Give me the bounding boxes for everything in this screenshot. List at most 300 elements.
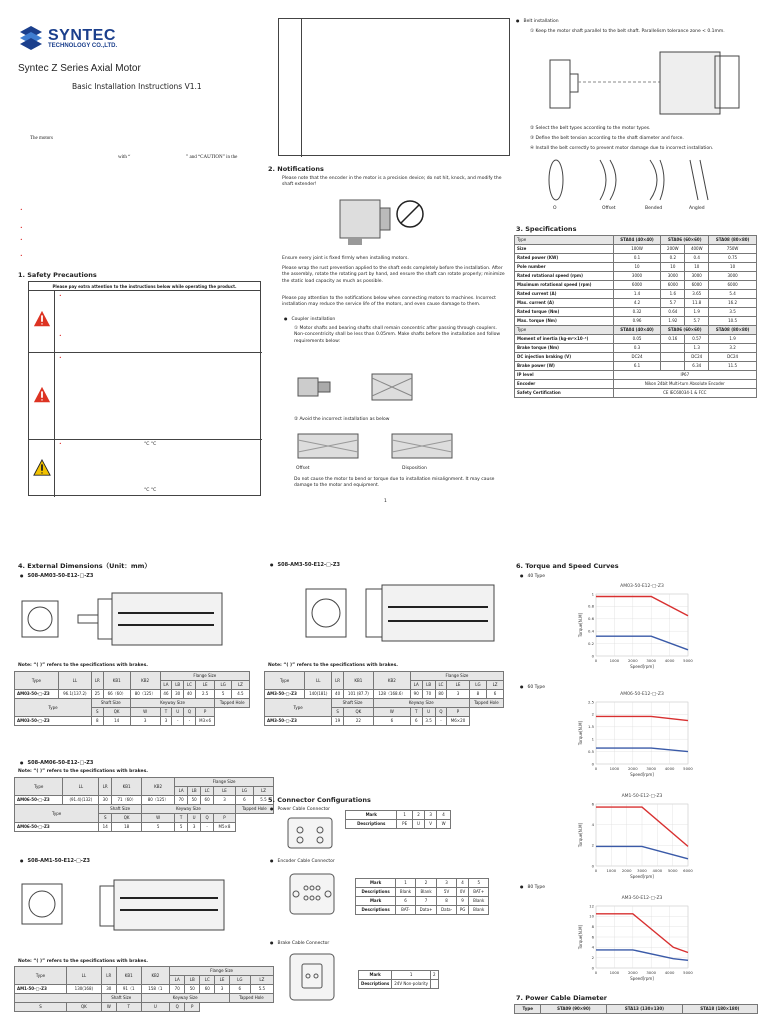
col-header: Type xyxy=(265,672,305,690)
y-tick-label: 1 xyxy=(591,736,594,742)
table-cell: U xyxy=(422,708,435,717)
table-cell: 1 xyxy=(392,971,431,980)
table-cell: 4 xyxy=(437,811,451,820)
specs-col-header: STA08 (80×80) xyxy=(709,326,757,335)
specs-col-header: STA06 (60×60) xyxy=(661,236,709,245)
specs-header-row xyxy=(515,326,757,335)
table-cell: CE IEC60034-1 & FCC xyxy=(613,389,756,398)
table-row xyxy=(356,906,489,915)
coupling-subheading: ● Coupler installation xyxy=(284,316,335,323)
col-header: Type xyxy=(515,1005,541,1014)
x-tick-label: 1000 xyxy=(606,868,617,873)
table-cell: P xyxy=(195,708,215,717)
table-cell xyxy=(661,362,685,371)
col-header: KB2 xyxy=(141,967,170,985)
table-cell: 0.57 xyxy=(685,335,709,344)
model-title: ● S08-AM03-50-E12-□-Z3 xyxy=(20,573,93,580)
brand-name: SYNTEC xyxy=(48,27,116,44)
intro-text: The motors xyxy=(30,136,53,141)
x-axis-label: Speed[rpm] xyxy=(630,976,654,981)
table-cell: LG xyxy=(235,787,253,796)
col-header: Type xyxy=(15,699,92,717)
divider xyxy=(301,19,302,157)
col-header: Tapped Hole xyxy=(469,699,503,708)
table-cell: LE xyxy=(195,681,215,690)
table-row xyxy=(515,380,757,389)
table-cell: Descriptions xyxy=(359,980,392,989)
table-cell: 80（125） xyxy=(142,796,175,805)
torque-chart xyxy=(560,892,700,988)
col-header: Tapped Hole xyxy=(235,805,273,814)
table-cell: 14 xyxy=(99,823,112,832)
col-header: LL xyxy=(305,672,332,690)
table-cell: 1.92 xyxy=(661,317,685,326)
col-header: KB1 xyxy=(103,672,130,690)
col-header: Flange Size xyxy=(175,778,274,787)
table-cell: Data+ xyxy=(415,906,437,915)
x-tick-label: 2000 xyxy=(627,970,638,975)
table-note: Note: “( )” refers to the specifications with brakes. xyxy=(18,769,148,774)
table-cell: P xyxy=(447,708,469,717)
x-tick-label: 5000 xyxy=(667,868,678,873)
table-cell: BAT+ xyxy=(469,888,489,897)
col-header: LL xyxy=(66,967,101,985)
table-row xyxy=(356,888,489,897)
col-header: Keyway Size xyxy=(130,699,215,708)
table-cell: 0.05 xyxy=(613,335,661,344)
table-cell: PE xyxy=(397,820,412,829)
table-cell: LZ xyxy=(253,787,273,796)
table-cell: 3.5 xyxy=(422,717,435,726)
table-cell: 19 xyxy=(332,717,344,726)
table-cell: 5 xyxy=(175,823,188,832)
misalignment-illustration xyxy=(292,428,492,464)
table-cell: M3×6 xyxy=(195,717,215,726)
col-header: Shaft Size xyxy=(99,805,142,814)
belt-shape-label: O xyxy=(553,206,557,211)
col-header: Shaft Size xyxy=(332,699,374,708)
col-header: Keyway Size xyxy=(141,994,229,1003)
x-tick-label: 5000 xyxy=(683,658,693,663)
col-header: LR xyxy=(91,672,103,690)
belt-shape-label: Offset xyxy=(602,206,616,211)
table-row xyxy=(515,353,757,362)
table-cell: QK xyxy=(103,708,130,717)
x-tick-label: 6000 xyxy=(683,868,693,873)
table-cell: 6 xyxy=(373,717,410,726)
curve-type-label: ● 60 Type xyxy=(520,684,545,691)
table-cell: U xyxy=(188,814,201,823)
table-cell: Mark xyxy=(356,879,396,888)
table-cell: Max. torque (Nm) xyxy=(515,317,614,326)
coupler-illustration xyxy=(292,356,472,412)
table-row xyxy=(515,272,757,281)
table-cell: 128（168.6） xyxy=(373,690,410,699)
warning-icon xyxy=(33,386,51,404)
x-tick-label: 3000 xyxy=(637,868,647,873)
y-tick-label: 12 xyxy=(589,903,594,909)
torque-chart xyxy=(560,790,700,886)
table-cell: 60 xyxy=(201,796,214,805)
table-row xyxy=(515,308,757,317)
belt-shape-label: Angled xyxy=(689,206,705,211)
table-cell: 5.5 xyxy=(250,985,273,994)
specs-col-header: Type xyxy=(515,236,614,245)
y-tick-label: 0.4 xyxy=(587,628,594,634)
x-tick-label: 1000 xyxy=(609,658,620,663)
specs-header-row xyxy=(515,236,757,245)
table-cell: 4.5 xyxy=(231,690,249,699)
x-tick-label: 4000 xyxy=(664,766,675,771)
table-cell: 40 xyxy=(184,690,196,699)
table-cell: 1.3 xyxy=(685,344,709,353)
power-connector-icon xyxy=(286,816,334,850)
x-tick-label: 2000 xyxy=(621,868,632,873)
table-cell: 91（1 xyxy=(116,985,141,994)
belt-text: ④ Install the belt correctly to prevent motor damage due to incorrect installation. xyxy=(530,146,714,151)
table-cell: LB xyxy=(188,787,201,796)
table-cell: IP67 xyxy=(613,371,756,380)
intro-text-2: with “ xyxy=(118,155,131,160)
table-cell: 3000 xyxy=(709,272,757,281)
table-cell: LB xyxy=(172,681,184,690)
table-cell: Descriptions xyxy=(356,906,396,915)
encoder-connector-icon xyxy=(286,868,338,920)
table-cell: Q xyxy=(201,814,214,823)
model-title: ● S08-AM06-50-E12-□-Z3 xyxy=(20,760,93,767)
table-cell: 3 xyxy=(188,823,201,832)
am06-dimension-table xyxy=(14,777,274,832)
table-cell: LA xyxy=(175,787,188,796)
table-cell: 0.75 xyxy=(709,254,757,263)
table-row xyxy=(359,971,439,980)
table-cell: 50 xyxy=(188,796,201,805)
x-tick-label: 2000 xyxy=(627,658,638,663)
table-cell: 0.4 xyxy=(685,254,709,263)
table-cell: U xyxy=(172,708,184,717)
y-tick-label: 0.6 xyxy=(587,616,594,622)
table-cell: 10 xyxy=(709,263,757,272)
bullet-marker: • xyxy=(59,356,62,361)
table-cell: LG xyxy=(215,681,231,690)
table-cell: S xyxy=(15,1003,67,1012)
divider xyxy=(29,352,262,353)
table-cell xyxy=(661,353,685,362)
table-cell: W xyxy=(130,708,160,717)
y-tick-label: 8 xyxy=(591,923,594,929)
col-header: KB2 xyxy=(142,778,175,796)
table-cell: 90 xyxy=(410,690,422,699)
col-header: Type xyxy=(15,672,59,690)
table-cell: AM03-50-□-Z3 xyxy=(15,717,92,726)
col-header: KB1 xyxy=(343,672,373,690)
table-cell: 3000 xyxy=(661,272,685,281)
table-cell: 30 xyxy=(172,690,184,699)
table-row xyxy=(515,263,757,272)
table-cell: 5 xyxy=(215,690,231,699)
torque-chart xyxy=(560,580,700,676)
table-cell: S xyxy=(332,708,344,717)
coupling-text: ② Avoid the incorrect installation as below xyxy=(294,417,390,422)
table-cell: 80（125） xyxy=(130,690,160,699)
series-line-rated xyxy=(596,950,688,960)
table-cell: Blank xyxy=(469,897,489,906)
table-row xyxy=(515,281,757,290)
table-cell: Maximum rotational speed (rpm) xyxy=(515,281,614,290)
table-note: Note: “( )” refers to the specifications with brakes. xyxy=(18,959,148,964)
table-cell: LE xyxy=(214,787,236,796)
table-cell: 30 xyxy=(99,796,112,805)
table-cell: LG xyxy=(469,681,486,690)
y-tick-label: 0 xyxy=(591,761,594,767)
table-cell: 1.9 xyxy=(709,335,757,344)
col-header: STA09 (90×90) xyxy=(541,1005,607,1014)
series-line-rated xyxy=(596,748,688,752)
table-cell: S xyxy=(99,814,112,823)
table-cell: 9 xyxy=(456,897,469,906)
connectors-heading: 5. Connector Configurations xyxy=(268,796,371,804)
table-cell: 2.5 xyxy=(195,690,215,699)
table-row xyxy=(515,290,757,299)
col-header: Tapped Hole xyxy=(215,699,250,708)
table-cell: 8 xyxy=(469,690,486,699)
model-title: ● S08-AM3-50-E12-□-Z3 xyxy=(270,562,340,569)
table-cell: 0.3 xyxy=(613,344,661,353)
table-cell: 14 xyxy=(103,717,130,726)
table-cell: Rated power (KW) xyxy=(515,254,614,263)
plot-area xyxy=(596,594,688,656)
table-cell: 3.2 xyxy=(709,344,757,353)
belt-shape-label: Bended xyxy=(645,206,663,211)
table-cell: 140(181) xyxy=(305,690,332,699)
table-cell: LC xyxy=(435,681,447,690)
table-cell: 6 xyxy=(229,985,250,994)
table-cell: 6.1 xyxy=(613,362,661,371)
table-cell: LC xyxy=(201,787,214,796)
dimensions-heading: 4. External Dimensions（Unit：mm） xyxy=(18,562,151,570)
y-tick-label: 0.5 xyxy=(587,748,594,754)
table-cell: DC24 xyxy=(709,353,757,362)
table-cell: PG xyxy=(456,906,469,915)
y-tick-label: 2.5 xyxy=(587,699,594,705)
table-cell: AM3-50-□-Z3 xyxy=(265,690,305,699)
notification-text: Please pay attention to the notifications below when connecting motors to machines. Incorrect installation may reduce the service life of the motors, and even cause damage to them. xyxy=(282,296,496,308)
table-cell: 1 xyxy=(396,879,416,888)
col-header: Keyway Size xyxy=(142,805,236,814)
x-tick-label: 0 xyxy=(594,868,598,873)
y-axis-label: Torque[N.M] xyxy=(578,822,583,848)
curve-type-label: ● 40 Type xyxy=(520,573,545,580)
am1-dimension-table xyxy=(14,966,274,1012)
table-cell: 5.7 xyxy=(661,299,685,308)
cable-diameter-heading: 7. Power Cable Diameter xyxy=(516,994,607,1002)
col-header: LR xyxy=(99,778,112,796)
x-tick-label: 1000 xyxy=(609,970,620,975)
x-tick-label: 0 xyxy=(594,970,598,975)
bullet-marker: • xyxy=(59,334,62,339)
am3-dimension-drawing xyxy=(266,575,502,657)
page-title: Syntec Z Series Axial Motor xyxy=(18,63,141,74)
temperature-range: °C °C xyxy=(144,488,157,493)
specs-table xyxy=(514,235,757,398)
table-cell: Pole number xyxy=(515,263,614,272)
chart-title: AM3-50-E12-□-Z3 xyxy=(621,896,663,901)
table-cell: 3.5 xyxy=(709,308,757,317)
encoder-connector-table xyxy=(355,878,489,915)
x-tick-label: 1000 xyxy=(609,766,620,771)
connector-title: ● Power Cable Connector xyxy=(270,806,330,813)
connector-title: ● Encoder Cable Connector xyxy=(270,858,335,865)
table-cell: Mark xyxy=(346,811,397,820)
table-cell: 7 xyxy=(415,897,437,906)
table-cell: T xyxy=(410,708,422,717)
table-cell: LA xyxy=(170,976,185,985)
col-header: LR xyxy=(332,672,344,690)
table-cell: 60 xyxy=(200,985,215,994)
y-tick-label: 0.2 xyxy=(587,640,594,646)
table-cell: Rated rotational speed (rpm) xyxy=(515,272,614,281)
col-header: KB1 xyxy=(116,967,141,985)
table-cell: 24V Non-polarity xyxy=(392,980,431,989)
table-cell: 3 xyxy=(160,717,172,726)
table-cell: T xyxy=(160,708,172,717)
specs-col-header: STA06 (60×60) xyxy=(661,326,709,335)
specs-col-header: Type xyxy=(515,326,614,335)
table-cell: 2 xyxy=(431,971,439,980)
table-cell: LZ xyxy=(487,681,504,690)
table-cell: AM03-50-□-Z3 xyxy=(15,690,59,699)
col-header: Shaft Size xyxy=(101,994,141,1003)
offset-label: Offset xyxy=(296,466,310,471)
table-cell: Nikon 24bit Multi-turn Absolute Encoder xyxy=(613,380,756,389)
table-cell: 70 xyxy=(422,690,435,699)
table-cell: 1 xyxy=(397,811,412,820)
col-header: LL xyxy=(63,778,99,796)
table-cell: 10 xyxy=(613,263,661,272)
table-cell: 18 xyxy=(112,823,142,832)
table-cell: 8 xyxy=(437,897,456,906)
notice-box xyxy=(278,18,510,156)
table-cell: 5 xyxy=(469,879,489,888)
table-row xyxy=(515,299,757,308)
bullet-marker: • xyxy=(20,208,23,213)
am3-dimension-table xyxy=(264,671,504,726)
table-cell: 3 xyxy=(447,690,469,699)
brand-subtitle: TECHNOLOGY CO.,LTD. xyxy=(48,43,118,49)
table-cell: W xyxy=(373,708,410,717)
temperature-range: °C °C xyxy=(144,442,157,447)
specs-col-header: STA04 (40×40) xyxy=(613,326,661,335)
table-row xyxy=(356,897,489,906)
table-cell: LA xyxy=(410,681,422,690)
x-tick-label: 5000 xyxy=(683,970,693,975)
table-cell: Blank xyxy=(469,906,489,915)
safety-table xyxy=(28,281,261,496)
bullet-marker: • xyxy=(20,238,23,243)
y-axis-label: Torque[N.M] xyxy=(578,720,583,746)
table-cell: Descriptions xyxy=(356,888,396,897)
notification-text: Please wrap the rust prevention applied to the shaft ends completely before the installation. After the assembly, rotate the rotating part by hand, and ensure the shaft can rotate properly; minimize the static load capacity as much as possible. xyxy=(282,266,505,284)
table-cell: Safety Certification xyxy=(515,389,614,398)
table-cell: 22 xyxy=(343,717,373,726)
table-cell: 11.5 xyxy=(709,362,757,371)
torque-chart xyxy=(560,688,700,784)
belt-shapes-illustration xyxy=(540,156,720,204)
table-cell: 200W xyxy=(661,245,685,254)
connector-title: ● Brake Cable Connector xyxy=(270,940,329,947)
table-cell: 0.16 xyxy=(661,335,685,344)
col-header: KB2 xyxy=(373,672,410,690)
table-cell: 8 xyxy=(91,717,103,726)
x-tick-label: 4000 xyxy=(652,868,663,873)
table-cell: 3 xyxy=(130,717,160,726)
table-cell: 3 xyxy=(214,796,236,805)
curve-type-label: ● 80 Type xyxy=(520,884,545,891)
table-cell: LB xyxy=(422,681,435,690)
table-cell: 750W xyxy=(709,245,757,254)
table-cell: QK xyxy=(66,1003,101,1012)
table-cell: Q xyxy=(184,708,196,717)
table-cell: LZ xyxy=(231,681,249,690)
table-cell: LZ xyxy=(250,976,273,985)
table-cell: 5.7 xyxy=(685,317,709,326)
table-cell: 50 xyxy=(185,985,200,994)
notification-text: Ensure every joint is fixed firmly when installing motors. xyxy=(282,256,409,261)
table-cell: 11.8 xyxy=(685,299,709,308)
table-row xyxy=(359,980,439,989)
page-subtitle: Basic Installation Instructions V1.1 xyxy=(72,82,202,91)
y-tick-label: 0 xyxy=(591,863,594,869)
table-cell: - xyxy=(435,717,447,726)
bullet-marker: • xyxy=(59,294,62,299)
table-cell: 5 xyxy=(142,823,175,832)
table-row xyxy=(346,820,451,829)
chart-title: AM06-50-E12-□-Z3 xyxy=(620,692,664,697)
am1-dimension-drawing xyxy=(18,868,252,944)
table-row xyxy=(515,317,757,326)
table-cell: 46 xyxy=(160,690,172,699)
x-axis-label: Speed[rpm] xyxy=(630,772,654,777)
table-cell: AM3-50-□-Z3 xyxy=(265,717,332,726)
table-cell: AM1-50-□-Z3 xyxy=(15,985,67,994)
table-cell: 70 xyxy=(170,985,185,994)
table-cell: T xyxy=(175,814,188,823)
table-cell: 1.4 xyxy=(613,290,661,299)
table-cell: 4 xyxy=(456,879,469,888)
table-cell: - xyxy=(201,823,214,832)
table-cell: Mark xyxy=(359,971,392,980)
table-cell: W xyxy=(142,814,175,823)
x-tick-label: 3000 xyxy=(646,766,657,771)
table-cell: 3 xyxy=(215,985,230,994)
table-cell: DC24 xyxy=(685,353,709,362)
col-header: Type xyxy=(15,967,67,985)
bullet-marker: • xyxy=(59,442,62,447)
belt-text: ① Keep the motor shaft parallel to the belt shaft. Parallelism tolerance zone < 0.1mm. xyxy=(530,29,725,34)
table-cell: Descriptions xyxy=(346,820,397,829)
belt-text: ② Select the belt types according to the motor types. xyxy=(530,126,651,131)
table-cell: 70 xyxy=(175,796,188,805)
brake-connector-table xyxy=(358,970,438,989)
col-header: LL xyxy=(58,672,91,690)
table-cell: 0.1 xyxy=(613,254,661,263)
table-cell: 158（1 xyxy=(141,985,170,994)
bullet-marker: • xyxy=(20,226,23,231)
table-cell: 6 xyxy=(487,690,504,699)
table-cell: 6 xyxy=(410,717,422,726)
table-cell: 6.34 xyxy=(685,362,709,371)
table-cell: Rated current (A) xyxy=(515,290,614,299)
